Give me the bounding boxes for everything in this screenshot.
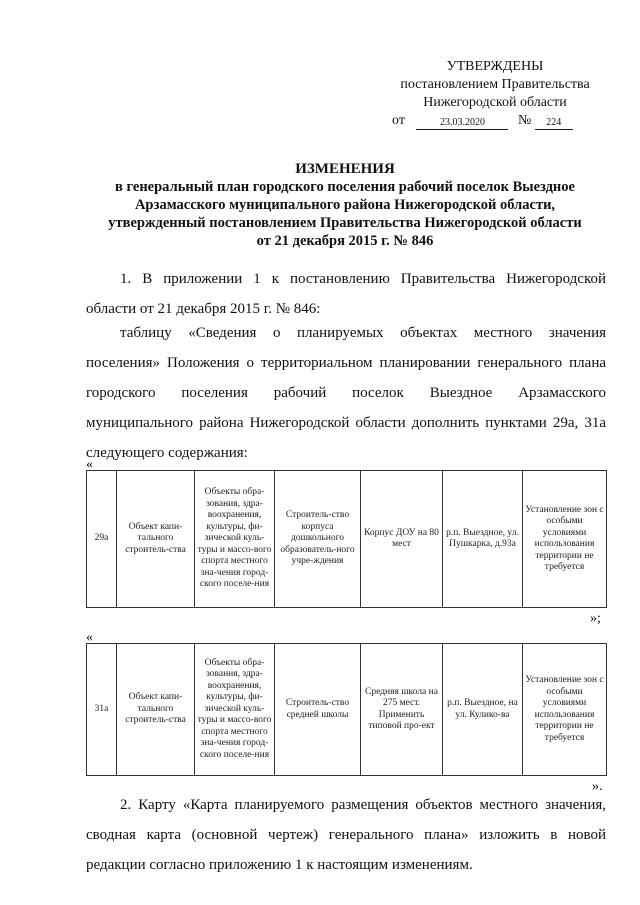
title-line-3: утвержденный постановлением Правительства Нижегородской области	[108, 215, 582, 231]
approval-block	[360, 58, 630, 130]
paragraph-3-line-2: сводная карта (основной чертеж) генерального плана» изложить в новой	[86, 827, 606, 843]
paragraph-2-line-4: муниципального района Нижегородской области дополнить пунктами 29а, 31а	[86, 415, 606, 431]
table-item-29a	[86, 470, 607, 608]
paragraph-2-line-3: городского поселения рабочий поселок Выездное Арзамасского	[86, 385, 606, 401]
object-action: Строитель-ство средней школы	[275, 644, 361, 776]
document-title	[60, 160, 630, 250]
title-line-1: в генеральный план городского поселения рабочий поселок Выездное	[115, 179, 575, 195]
approval-date-line	[360, 112, 630, 130]
paragraph-1	[86, 264, 606, 324]
paragraph-2-line-2: поселения» Положения о территориальном планировании генерального плана	[86, 355, 606, 371]
paragraph-3-line-3: редакции согласно приложению 1 к настоящим изменениям.	[86, 857, 473, 873]
table-row	[87, 471, 607, 608]
table-item-31a	[86, 643, 607, 776]
paragraph-2-line-5: следующего содержания:	[86, 445, 248, 461]
paragraph-3-line-1: 2. Карту «Карта планируемого размещения объектов местного значения,	[120, 797, 606, 813]
object-type: Объект капи-тального строитель-ства	[117, 471, 195, 608]
object-location: р.п. Выездное, ул. Пушкарка, д.93а	[443, 471, 523, 608]
approval-from-label: от	[392, 113, 405, 128]
paragraph-1-line-1: 1. В приложении 1 к постановлению Правительства Нижегородской	[120, 271, 606, 287]
paragraph-2-line-1: таблицу «Сведения о планируемых объектах местного значения	[120, 325, 606, 341]
quote-open-1: «	[86, 457, 93, 472]
title-line-2: Арзамасского муниципального района Нижегородской области,	[134, 197, 556, 213]
approval-number: 224	[535, 117, 573, 130]
object-type: Объект капи-тального строитель-ства	[117, 644, 195, 776]
paragraph-2	[86, 318, 606, 468]
title-line-4: от 21 декабря 2015 г. № 846	[256, 233, 434, 249]
item-number: 29а	[87, 471, 117, 608]
object-category: Объекты обра-зования, здра-воохранения, культуры, фи-зической куль-туры и массо-вого спорта местного зна-чения город-ского поселе-ния	[195, 644, 275, 776]
paragraph-3	[86, 790, 606, 880]
object-zones: Установление зон с особыми условиями использования территории не требуется	[523, 644, 607, 776]
approval-authority: постановлением Правительства	[400, 77, 590, 92]
title-heading: ИЗМЕНЕНИЯ	[295, 161, 395, 177]
item-number: 31а	[87, 644, 117, 776]
paragraph-1-line-2: области от 21 декабря 2015 г. № 846:	[86, 301, 321, 317]
table-row	[87, 644, 607, 776]
approval-title: УТВЕРЖДЕНЫ	[446, 59, 544, 74]
object-action: Строитель-ство корпуса дошкольного образователь-ного учре-ждения	[275, 471, 361, 608]
object-zones: Установление зон с особыми условиями использования территории не требуется	[523, 471, 607, 608]
quote-close-1: »;	[590, 611, 601, 626]
object-name: Средняя школа на 275 мест. Применить типовой про-ект	[361, 644, 443, 776]
quote-open-2: «	[86, 630, 93, 645]
quote-close-2: ».	[592, 779, 603, 794]
object-category: Объекты обра-зования, здра-воохранения, культуры, фи-зической куль-туры и массо-вого спорта местного зна-чения город-ского поселе-ния	[195, 471, 275, 608]
approval-region: Нижегородской области	[423, 95, 567, 110]
object-location: р.п. Выездное, на ул. Кулико-ва	[443, 644, 523, 776]
approval-number-label: №	[517, 113, 532, 128]
object-name: Корпус ДОУ на 80 мест	[361, 471, 443, 608]
approval-date: 23.03.2020	[416, 117, 508, 130]
